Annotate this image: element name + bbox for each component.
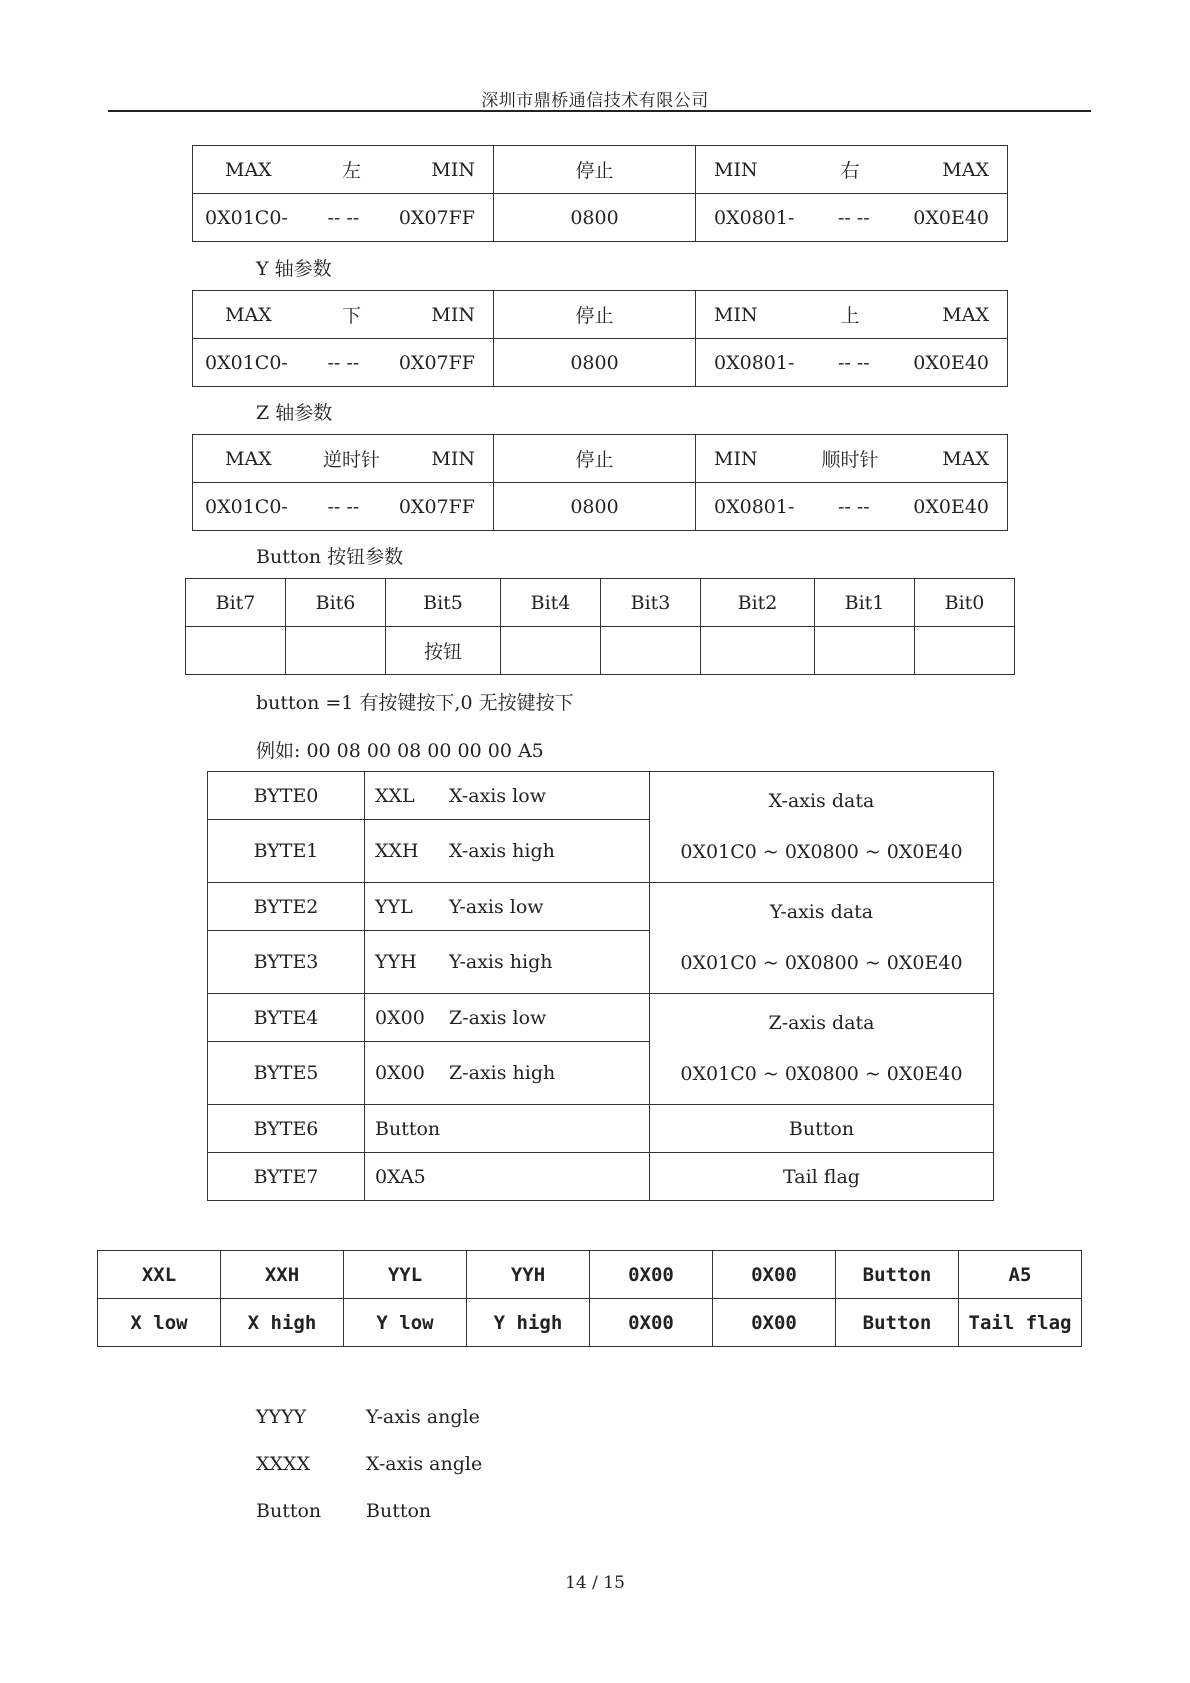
table-row — [193, 483, 1008, 531]
table-cell: BYTE0 — [208, 772, 365, 820]
table-cell — [365, 931, 650, 994]
table-cell — [650, 772, 994, 883]
table-cell — [193, 339, 494, 387]
y-axis-section-label: Y 轴参数 — [256, 258, 332, 280]
byte-code: XXH — [375, 840, 419, 862]
cell-text: MIN — [431, 158, 475, 181]
table-row — [193, 194, 1008, 242]
cell-text: 上 — [840, 305, 860, 327]
table-cell — [696, 291, 1008, 339]
table-cell: 0800 — [494, 483, 696, 531]
cell-text: MAX — [225, 447, 272, 470]
byte-desc: Y-axis low — [449, 895, 544, 918]
byte-desc: Z-axis high — [449, 1062, 556, 1084]
button-bits-table — [185, 578, 1015, 675]
table-cell — [193, 291, 494, 339]
cell-text: 0X07FF — [398, 351, 475, 374]
table-row — [193, 435, 1008, 483]
table-header-cell: Bit0 — [915, 579, 1015, 627]
table-cell — [193, 435, 494, 483]
table-cell — [365, 1042, 650, 1105]
table-cell — [696, 435, 1008, 483]
table-cell — [696, 339, 1008, 387]
table-cell: X low — [98, 1299, 221, 1347]
table-row — [208, 883, 994, 931]
z-axis-section-label: Z 轴参数 — [256, 402, 333, 424]
table-header-cell: Bit3 — [601, 579, 701, 627]
cell-text: 逆时针 — [323, 449, 381, 471]
y-axis-table — [192, 290, 1008, 387]
legend-key: Button — [256, 1500, 322, 1522]
table-cell: 按钮 — [386, 627, 501, 675]
group-title: Z-axis data — [768, 1012, 875, 1034]
table-header-cell: Bit2 — [701, 579, 815, 627]
document-header-title: 深圳市鼎桥通信技术有限公司 — [481, 91, 709, 111]
byte-desc: Z-axis low — [449, 1006, 547, 1029]
page-number: 14 / 15 — [565, 1573, 625, 1593]
cell-text: MIN — [431, 303, 475, 326]
legend-item — [256, 1406, 480, 1428]
cell-text: MAX — [942, 447, 989, 470]
table-cell: Button — [836, 1299, 959, 1347]
example-text: 例如: 00 08 00 08 00 00 00 A5 — [256, 740, 544, 762]
table-cell — [696, 483, 1008, 531]
z-axis-table — [192, 434, 1008, 531]
cell-text: MAX — [225, 303, 272, 326]
table-row — [208, 994, 994, 1042]
legend-item — [256, 1453, 482, 1475]
table-cell — [650, 883, 994, 994]
cell-text: -- -- — [327, 495, 360, 518]
table-cell — [193, 146, 494, 194]
cell-text: -- -- — [837, 206, 870, 229]
cell-text: 左 — [342, 160, 362, 182]
table-cell: Y low — [344, 1299, 467, 1347]
table-row — [193, 291, 1008, 339]
cell-text: 0X0E40 — [913, 495, 989, 518]
table-row — [193, 146, 1008, 194]
table-cell: Button — [836, 1251, 959, 1299]
table-cell: BYTE4 — [208, 994, 365, 1042]
cell-text: -- -- — [327, 206, 360, 229]
cell-text: MIN — [431, 447, 475, 470]
table-cell — [365, 1153, 650, 1201]
byte-code: YYH — [375, 951, 417, 973]
table-cell — [186, 627, 286, 675]
cell-text: 0X07FF — [398, 206, 475, 229]
byte-layout-table — [207, 771, 994, 1201]
cell-text: 0X01C0- — [205, 495, 288, 518]
cell-text: MIN — [714, 158, 758, 181]
group-range: 0X01C0 ~ 0X0800 ~ 0X0E40 — [680, 952, 963, 974]
table-cell: BYTE3 — [208, 931, 365, 994]
cell-text: 顺时针 — [821, 449, 879, 471]
button-section-label: Button 按钮参数 — [256, 546, 404, 568]
table-row — [208, 772, 994, 820]
table-cell: BYTE2 — [208, 883, 365, 931]
cell-text: 0X0801- — [714, 495, 795, 518]
table-cell — [365, 1105, 650, 1153]
table-cell — [365, 994, 650, 1042]
cell-text: 下 — [342, 305, 362, 327]
table-cell — [815, 627, 915, 675]
table-cell: Tail flag — [650, 1153, 994, 1201]
table-cell — [696, 146, 1008, 194]
table-row — [98, 1299, 1082, 1347]
byte-code: 0XA5 — [375, 1165, 426, 1188]
table-cell: 0X00 — [713, 1299, 836, 1347]
table-cell: 停止 — [494, 435, 696, 483]
legend-key: YYYY — [256, 1406, 307, 1428]
table-cell: BYTE5 — [208, 1042, 365, 1105]
cell-text: -- -- — [837, 351, 870, 374]
table-cell: YYH — [467, 1251, 590, 1299]
legend-key: XXXX — [256, 1453, 311, 1475]
table-header-cell: Bit1 — [815, 579, 915, 627]
table-cell: 0800 — [494, 339, 696, 387]
table-cell: 停止 — [494, 291, 696, 339]
table-row — [208, 1153, 994, 1201]
cell-text: 0X0E40 — [913, 351, 989, 374]
button-note: button =1 有按键按下,0 无按键按下 — [256, 692, 574, 714]
byte-code: 0X00 — [375, 1062, 425, 1084]
cell-text: 0X01C0- — [205, 206, 288, 229]
legend-value: Y-axis angle — [366, 1406, 480, 1428]
table-cell: 0X00 — [590, 1299, 713, 1347]
table-cell: 0800 — [494, 194, 696, 242]
table-cell: BYTE1 — [208, 820, 365, 883]
cell-text: MAX — [942, 158, 989, 181]
table-row — [186, 627, 1015, 675]
table-row — [208, 1105, 994, 1153]
table-header-cell: Bit7 — [186, 579, 286, 627]
byte-code: Button — [375, 1117, 441, 1140]
table-cell: X high — [221, 1299, 344, 1347]
cell-text: MIN — [714, 447, 758, 470]
table-cell — [193, 194, 494, 242]
summary-table — [97, 1250, 1082, 1347]
byte-desc: X-axis high — [449, 840, 555, 862]
table-cell: 0X00 — [713, 1251, 836, 1299]
table-header-cell: Bit6 — [286, 579, 386, 627]
table-header-cell: Bit5 — [386, 579, 501, 627]
table-row — [193, 339, 1008, 387]
byte-code: 0X00 — [375, 1006, 425, 1029]
table-cell — [365, 820, 650, 883]
table-cell: XXL — [98, 1251, 221, 1299]
legend-value: Button — [366, 1500, 432, 1522]
table-cell — [601, 627, 701, 675]
table-cell — [501, 627, 601, 675]
group-title: Y-axis data — [769, 901, 874, 923]
table-cell: BYTE7 — [208, 1153, 365, 1201]
table-row — [186, 579, 1015, 627]
cell-text: 右 — [840, 160, 860, 182]
table-cell: XXH — [221, 1251, 344, 1299]
table-cell: YYL — [344, 1251, 467, 1299]
byte-desc: X-axis low — [449, 784, 546, 807]
table-cell — [193, 483, 494, 531]
byte-code: XXL — [375, 784, 415, 807]
cell-text: 0X01C0- — [205, 351, 288, 374]
table-cell: Y high — [467, 1299, 590, 1347]
table-cell — [650, 994, 994, 1105]
legend-value: X-axis angle — [366, 1453, 483, 1475]
table-cell: 停止 — [494, 146, 696, 194]
table-cell — [365, 883, 650, 931]
legend-item — [256, 1500, 431, 1522]
cell-text: 0X07FF — [398, 495, 475, 518]
table-cell: Button — [650, 1105, 994, 1153]
table-cell: A5 — [959, 1251, 1082, 1299]
cell-text: -- -- — [837, 495, 870, 518]
table-cell — [365, 772, 650, 820]
table-cell: BYTE6 — [208, 1105, 365, 1153]
cell-text: MIN — [714, 303, 758, 326]
header-divider — [108, 110, 1091, 112]
table-cell — [701, 627, 815, 675]
table-cell — [696, 194, 1008, 242]
table-cell — [286, 627, 386, 675]
table-cell: Tail flag — [959, 1299, 1082, 1347]
table-cell: 0X00 — [590, 1251, 713, 1299]
table-row — [98, 1251, 1082, 1299]
x-axis-table — [192, 145, 1008, 242]
byte-code: YYL — [375, 895, 413, 918]
cell-text: 0X0801- — [714, 206, 795, 229]
cell-text: MAX — [225, 158, 272, 181]
cell-text: -- -- — [327, 351, 360, 374]
group-range: 0X01C0 ~ 0X0800 ~ 0X0E40 — [680, 1063, 963, 1085]
table-cell — [915, 627, 1015, 675]
table-header-cell: Bit4 — [501, 579, 601, 627]
group-title: X-axis data — [768, 790, 875, 812]
cell-text: MAX — [942, 303, 989, 326]
cell-text: 0X0E40 — [913, 206, 989, 229]
byte-desc: Y-axis high — [449, 951, 553, 973]
group-range: 0X01C0 ~ 0X0800 ~ 0X0E40 — [680, 841, 963, 863]
cell-text: 0X0801- — [714, 351, 795, 374]
